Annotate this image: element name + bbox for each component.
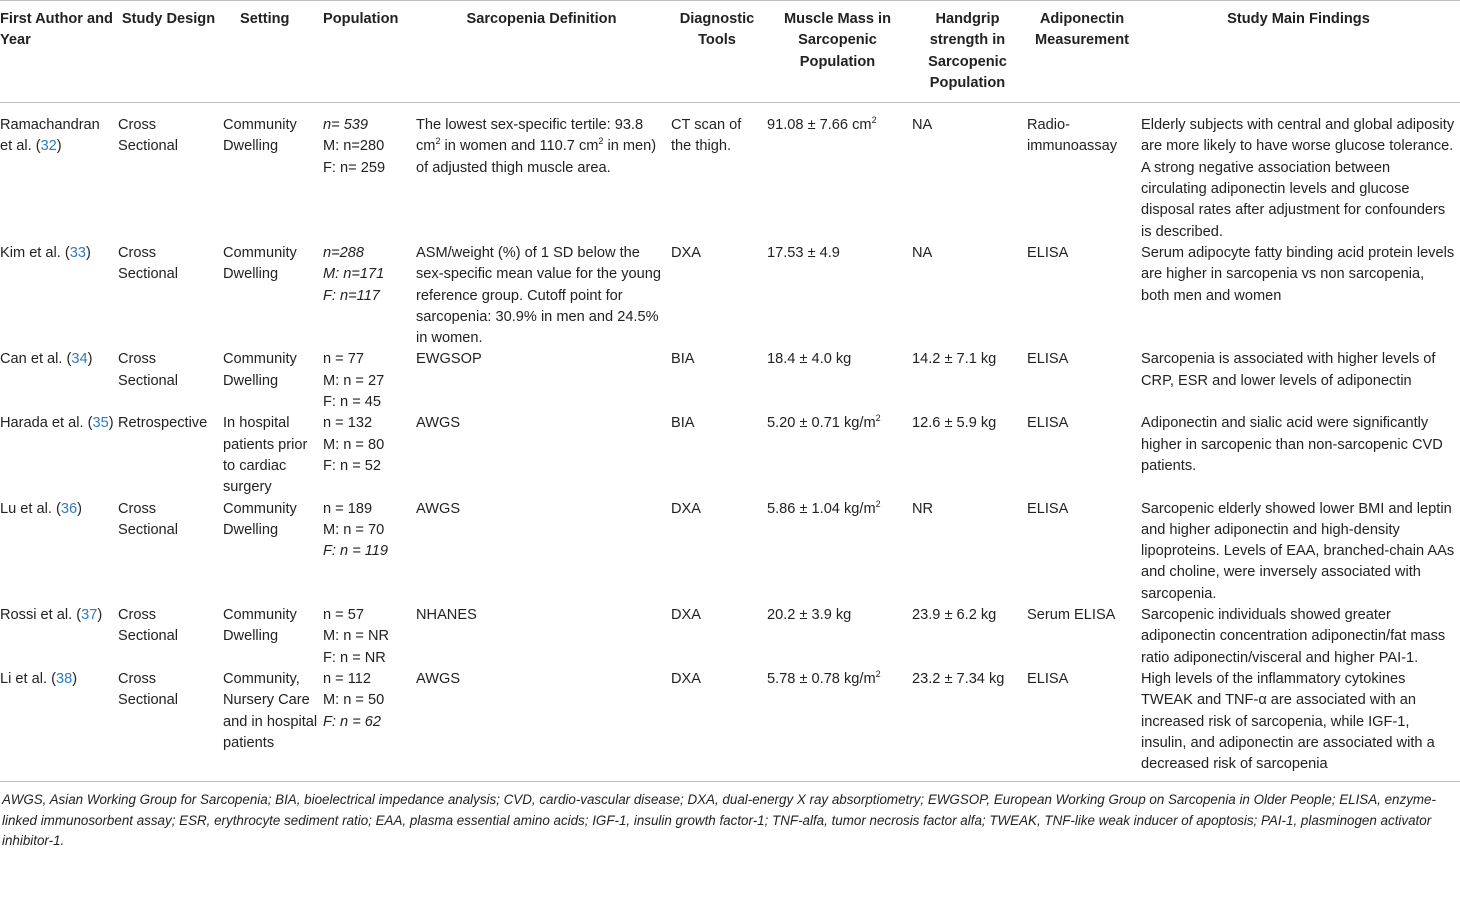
handgrip-cell: NA: [912, 117, 933, 134]
population-cell: [323, 243, 416, 349]
handgrip-cell: NR: [912, 500, 934, 517]
design-cell: Retrospective: [118, 415, 208, 432]
table-footnote: AWGS, Asian Working Group for Sarcopenia; BIA, bioelectrical impedance analysis; CVD, cardio-vascular disease; DXA, dual-energy X ray absorptiometry; EWGSOP, European Working Group on Sarcopenia in Older People; ELISA, enzyme-linked immunosorbent assay; ESR, erythrocyte sediment ratio; EAA, plasma essential amino acids; IGF-1, insulin growth factor-1; TNF-alfa, tumor necrosis factor alfa; TWEAK, TNF-like weak inducer of apoptosis; PAI-1, plasminogen activator inhibitor-1.: [2, 792, 1436, 849]
tools-cell: DXA: [671, 607, 702, 624]
findings-cell: Serum adipocyte fatty binding acid protein levels are higher in sarcopenia vs non sarcopenia, both men and women: [1141, 244, 1455, 304]
muscle-cell: 5.86 ± 1.04 $kg/m^2$: [767, 498, 881, 517]
handgrip-cell: 14.2 ± 7.1 kg: [912, 351, 997, 368]
header-row: [0, 1, 1460, 103]
definition-cell: AWGS: [416, 500, 461, 517]
population-total: n = 57: [323, 607, 364, 624]
design-cell: Cross Sectional: [118, 500, 179, 538]
muscle-cell: 91.08 ± 7.66 $cm^2$: [767, 115, 877, 134]
author-cell: Ramachandran et al. (32): [0, 117, 100, 155]
population-cell: [323, 499, 416, 605]
author-cell: Li et al. (38): [0, 669, 118, 782]
handgrip-cell: NA: [912, 244, 933, 261]
adipo-cell: Serum ELISA: [1027, 607, 1116, 624]
setting-cell: Community Dwelling: [223, 351, 297, 389]
design-cell: Cross Sectional: [118, 669, 223, 782]
reference-link[interactable]: 38: [55, 670, 73, 687]
population-total: n = 189: [323, 500, 373, 517]
tools-cell: BIA: [671, 415, 695, 432]
reference-link[interactable]: 33: [69, 244, 86, 261]
adipo-cell: ELISA: [1027, 244, 1069, 261]
header-adipo: Adiponectin Measurement: [1027, 1, 1141, 103]
findings-cell: Adiponectin and sialic acid were significantly higher in sarcopenic than non-sarcopenic CVD patients.: [1141, 415, 1443, 474]
setting-cell: Community Dwelling: [223, 117, 297, 155]
header-findings: Study Main Findings: [1141, 1, 1460, 103]
muscle-cell: 5.20 ± 0.71 $kg/m^2$: [767, 413, 881, 432]
definition-cell: AWGS: [416, 415, 461, 432]
author-cell: Harada et al. (35): [0, 415, 114, 432]
population-cell: [323, 349, 416, 413]
reference-link[interactable]: 35: [92, 415, 109, 432]
header-population: Population: [323, 1, 416, 103]
adipo-cell: ELISA: [1027, 500, 1069, 517]
population-male: M: n = NR: [323, 628, 390, 645]
muscle-cell: 18.4 ± 4.0 kg: [767, 351, 852, 368]
author-cell: Rossi et al. (37): [0, 607, 103, 624]
author-cell: Kim et al. (33): [0, 244, 91, 261]
population-cell: [323, 669, 416, 782]
findings-cell: Sarcopenia is associated with higher levels of CRP, ESR and lower levels of adiponectin: [1141, 351, 1436, 389]
header-author: First Author and Year: [0, 1, 118, 103]
population-cell: [323, 413, 416, 498]
tools-cell: DXA: [671, 500, 702, 517]
reference-link[interactable]: 32: [40, 138, 57, 155]
tools-cell: DXA: [671, 669, 767, 782]
findings-cell: Elderly subjects with central and global adiposity are more likely to have worse glucose tolerance. A strong negative association between circulating adiponectin levels and glucose disposal rates after adjustment for confounders is described.: [1141, 117, 1455, 240]
setting-cell: Community, Nursery Care and in hospital patients: [223, 669, 323, 782]
adipo-cell: ELISA: [1027, 351, 1069, 368]
setting-cell: Community Dwelling: [223, 500, 297, 538]
population-female: F: n = 119: [323, 543, 389, 560]
population-total: n=288: [323, 244, 364, 261]
findings-cell: Sarcopenic elderly showed lower BMI and leptin and higher adiponectin and high-density lipoproteins. Levels of EAA, branched-chain AAs and choline, were inversely associated with sarcopenia.: [1141, 500, 1455, 602]
table-row: [0, 103, 1460, 243]
table-row: [0, 669, 1460, 782]
design-cell: Cross Sectional: [118, 244, 179, 283]
population-female: F: n = 62: [323, 713, 382, 730]
author-cell: Can et al. (34): [0, 351, 93, 368]
table-row: [0, 605, 1460, 669]
findings-cell: High levels of the inflammatory cytokines TWEAK and TNF-α are associated with an increased risk of sarcopenia, while IGF-1, insulin, and adiponectin are associated with a decreased risk of sarcopenia: [1141, 669, 1460, 782]
population-total: n= 539: [323, 117, 369, 134]
adipo-cell: ELISA: [1027, 669, 1141, 782]
author-cell: Lu et al. (36): [0, 500, 82, 517]
reference-link[interactable]: 34: [71, 351, 88, 368]
table-row: [0, 243, 1460, 349]
population-male: M: n=280: [323, 138, 385, 155]
tools-cell: DXA: [671, 244, 702, 261]
population-total: n = 77: [323, 351, 364, 368]
population-female: F: n = 52: [323, 457, 382, 474]
reference-link[interactable]: 36: [60, 500, 78, 517]
population-male: M: n = 80: [323, 436, 385, 453]
population-total: n = 112: [323, 670, 372, 687]
reference-link[interactable]: 37: [81, 607, 98, 624]
setting-cell: Community Dwelling: [223, 244, 297, 283]
header-setting: Setting: [223, 1, 323, 103]
setting-cell: In hospital patients prior to cardiac surgery: [223, 415, 308, 496]
tools-cell: CT scan of the thigh.: [671, 117, 742, 155]
adipo-cell: Radio-immunoassay: [1027, 117, 1118, 155]
population-total: n = 132: [323, 415, 373, 432]
table-row: [0, 499, 1460, 605]
table-row: [0, 349, 1460, 413]
header-design: Study Design: [118, 1, 223, 103]
header-tools: Diagnostic Tools: [671, 1, 767, 103]
population-male: M: n = 70: [323, 521, 385, 538]
population-cell: [323, 605, 416, 669]
population-female: F: n = 45: [323, 394, 382, 411]
population-cell: [323, 103, 416, 243]
muscle-cell: 5.78 ± 0.78 $kg/m^2$: [767, 669, 912, 782]
population-male: M: n=171: [323, 266, 385, 283]
design-cell: Cross Sectional: [118, 607, 179, 645]
definition-cell: EWGSOP: [416, 351, 482, 368]
design-cell: Cross Sectional: [118, 351, 179, 389]
header-definition: Sarcopenia Definition: [416, 1, 671, 103]
handgrip-cell: 23.9 ± 6.2 kg: [912, 607, 997, 624]
handgrip-cell: 12.6 ± 5.9 kg: [912, 415, 997, 432]
muscle-cell: 20.2 ± 3.9 kg: [767, 607, 852, 624]
adipo-cell: ELISA: [1027, 415, 1069, 432]
header-muscle: Muscle Mass in Sarcopenic Population: [767, 1, 912, 103]
muscle-cell: 17.53 ± 4.9: [767, 244, 840, 261]
definition-cell: The lowest sex-specific tertile: 93.8 $cm^2$ in women and 110.7 $cm^2$ in men) of adjusted thigh muscle area.: [416, 117, 657, 176]
population-female: F: n=117: [323, 287, 380, 304]
header-handgrip: Handgrip strength in Sarcopenic Population: [912, 1, 1027, 103]
table-row: [0, 413, 1460, 498]
population-male: M: n = 50: [323, 692, 385, 709]
tools-cell: BIA: [671, 351, 695, 368]
definition-cell: NHANES: [416, 607, 477, 624]
definition-cell: ASM/weight (%) of 1 SD below the sex-specific mean value for the young reference group. Cutoff point for sarcopenia: 30.9% in men and 24.5% in women.: [416, 244, 661, 347]
definition-cell: AWGS: [416, 669, 671, 782]
findings-cell: Sarcopenic individuals showed greater adiponectin concentration adiponectin/fat mass ratio adiponectin/visceral and higher PAI-1.: [1141, 607, 1446, 666]
population-female: F: n = NR: [323, 649, 386, 666]
population-male: M: n = 27: [323, 372, 385, 389]
population-female: F: n= 259: [323, 159, 386, 176]
setting-cell: Community Dwelling: [223, 607, 297, 645]
handgrip-cell: 23.2 ± 7.34 kg: [912, 669, 1027, 782]
design-cell: Cross Sectional: [118, 117, 179, 155]
